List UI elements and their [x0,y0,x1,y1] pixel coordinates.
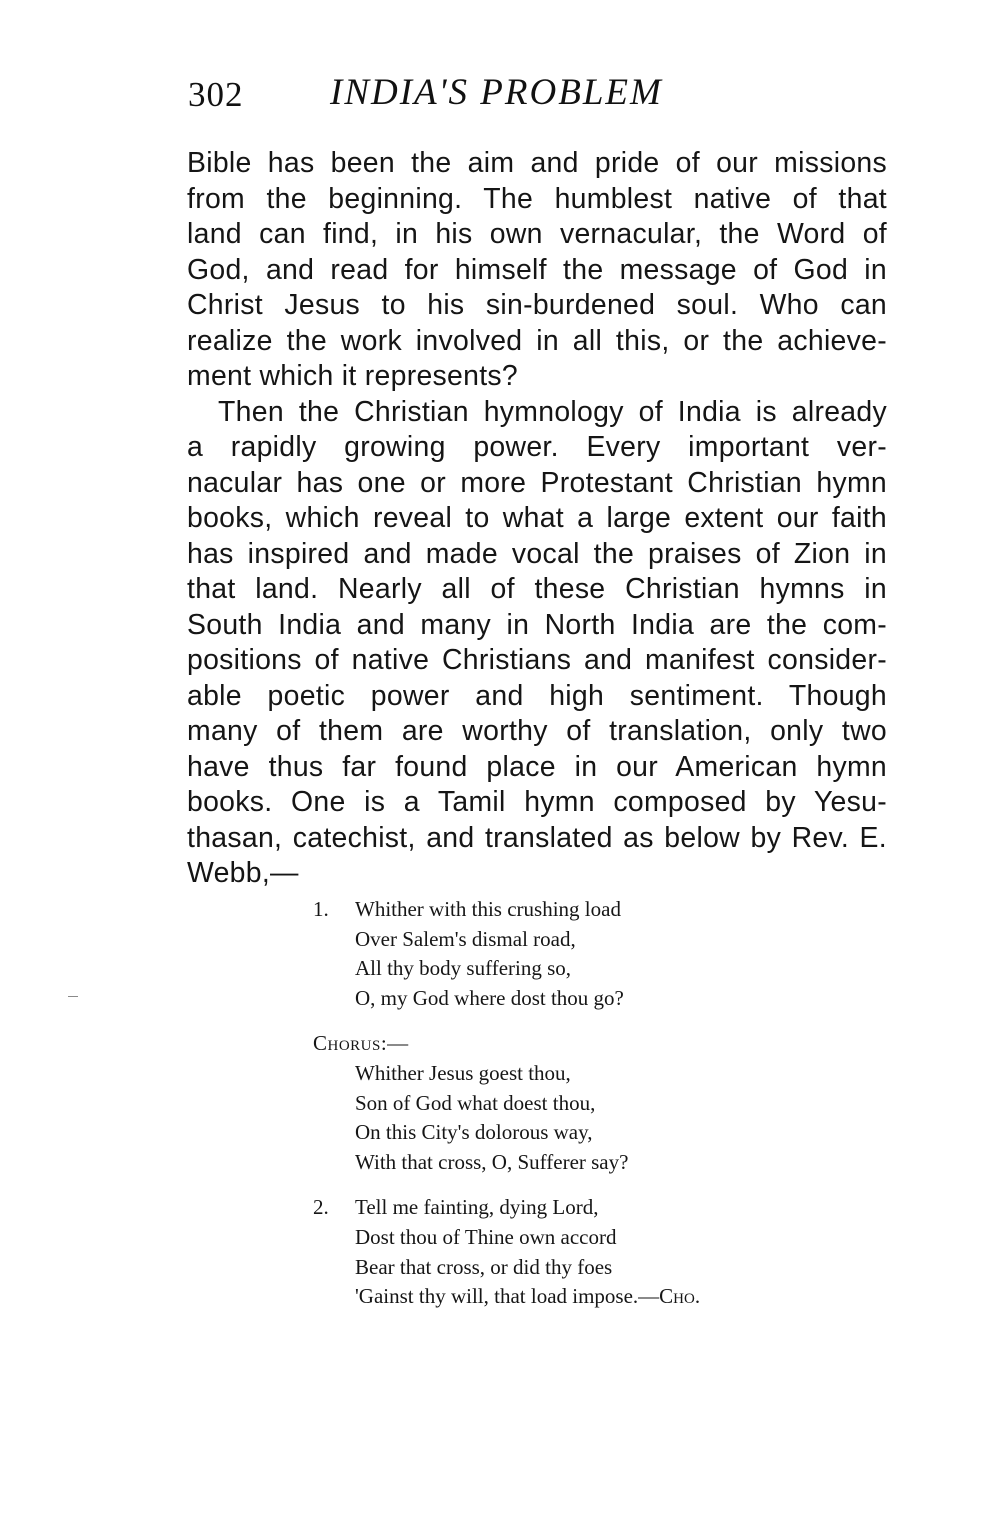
hymn-stanza-1 [313,895,793,1013]
text-line: land can find, in his own vernacular, the Word of [187,218,887,250]
verse-line: Whither Jesus goest thou, [355,1060,571,1085]
text-line: God, and read for himself the message of God in [187,253,887,286]
running-title: INDIA'S PROBLEM [330,72,663,113]
text-line: realize the work involved in all this, or the achieve- [187,324,887,357]
text-line: books. One is a Tamil hymn composed by Yesu- [187,786,887,818]
text-line: that land. Nearly all of these Christian hymns in [187,573,887,605]
text-line: has inspired and made vocal the praises of Zion in [187,537,887,570]
text-line: Bible has been the aim and pride of our missions [187,147,887,179]
hymn-stanza-2 [313,1193,793,1311]
body-text [187,146,887,892]
verse-line: Son of God what doest thou, [355,1090,596,1115]
text-line: books, which reveal to what a large extent our faith [187,502,887,534]
stanza-number: 2. [313,1195,329,1220]
text-line: have thus far found place in our American hymn [187,750,887,783]
text-line: ment which it represents? [187,360,518,392]
hymn [313,895,793,1328]
verse-line: O, my God where dost thou go? [355,985,624,1010]
verse-line-with-chorus-ref [313,1282,793,1312]
verse-line: Dost thou of Thine own accord [355,1224,617,1249]
text-line: Christ Jesus to his sin-burdened soul. Who can [187,289,887,321]
verse-line: Tell me fainting, dying Lord, [355,1195,599,1220]
chorus-reference: Cho. [659,1284,701,1309]
verse-line: Over Salem's dismal road, [355,926,576,951]
text-line: a rapidly growing power. Every important ver- [187,431,887,463]
text-line: from the beginning. The humblest native of that [187,182,887,215]
text-line: positions of native Christians and manifest consider- [187,644,887,676]
text-line: Webb,— [187,857,299,889]
stanza-number: 1. [313,897,329,921]
margin-mark [68,996,78,997]
verse-line: All thy body suffering so, [355,956,572,981]
paragraph-first-line: Then the Christian hymnology of India is already [218,395,887,428]
verse-line: On this City's dolorous way, [355,1120,593,1145]
page-number: 302 [188,75,244,114]
text-line: many of them are worthy of translation, only two [187,715,887,747]
text-line: South India and many in North India are the com- [187,608,887,641]
text-line: able poetic power and high sentiment. Though [187,679,887,712]
verse-line: Bear that cross, or did thy foes [355,1254,613,1279]
text-line: nacular has one or more Protestant Christian hymn [187,466,887,499]
verse-text: 'Gainst thy will, that load impose.— [355,1284,660,1309]
text-line: thasan, catechist, and translated as below by Rev. E. [187,821,887,854]
chorus-label: Chorus:— [313,1031,409,1056]
verse-line: With that cross, O, Sufferer say? [355,1149,629,1174]
hymn-chorus [313,1029,793,1177]
verse-line: Whither with this crushing load [355,897,621,921]
